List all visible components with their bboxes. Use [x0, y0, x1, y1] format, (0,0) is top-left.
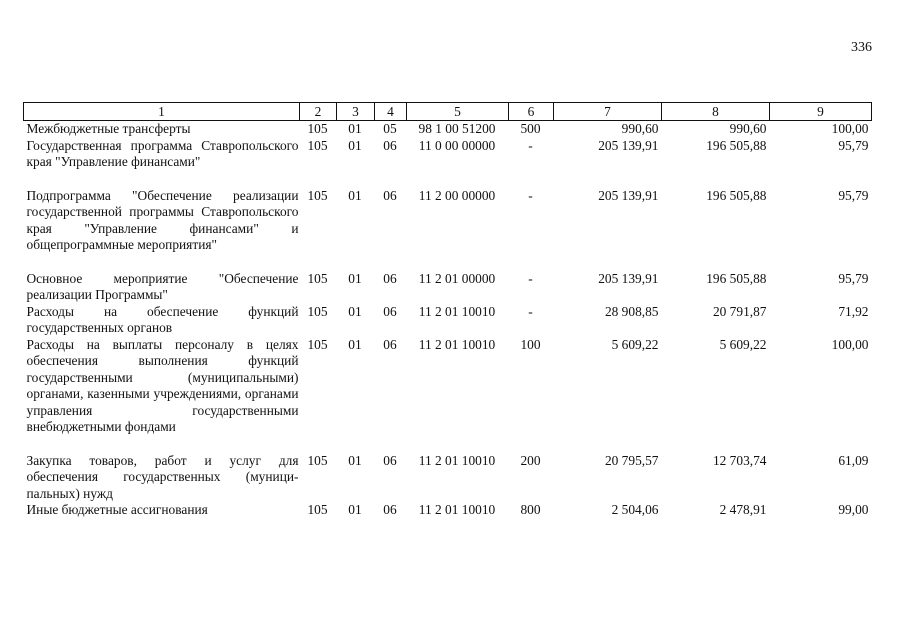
header-col-7: 7 [554, 103, 662, 121]
row-percent: 95,79 [838, 270, 869, 286]
header-col-8: 8 [662, 103, 770, 121]
row-target-code: 11 0 00 00000 [418, 137, 496, 153]
row-subsection-code: 06 [383, 137, 397, 153]
row-target-code: 11 2 01 10010 [418, 303, 496, 319]
table-row [24, 121, 872, 138]
row-subsection-code: 06 [383, 452, 397, 468]
row-section-code: 01 [348, 336, 362, 352]
row-section-code: 01 [348, 303, 362, 319]
row-plan-amount: 2 504,06 [611, 502, 659, 517]
row-percent: 99,00 [838, 502, 869, 517]
row-name: Основное мероприятие "Обеспечение реализации Программы" [26, 270, 299, 302]
row-ministry-code: 105 [307, 121, 328, 136]
row-expense-type: 100 [520, 336, 541, 352]
row-ministry-code: 105 [307, 452, 328, 468]
row-name: Подпрограмма "Обеспечение реализации государственной программы Ставропольского края "Управление финансами" и общепрограммные мероприятия" [26, 187, 299, 252]
row-name: Иные бюджетные ассигнования [26, 502, 208, 517]
row-ministry-code: 105 [307, 137, 328, 153]
row-percent: 100,00 [831, 121, 869, 136]
row-actual-amount: 12 703,74 [712, 452, 767, 468]
budget-table [23, 102, 872, 519]
table-body [24, 121, 872, 519]
row-expense-type: 200 [520, 452, 541, 468]
row-percent: 95,79 [838, 187, 869, 203]
row-name: Расходы на обеспечение функций государственных органов [26, 303, 299, 335]
table-row [24, 453, 872, 503]
header-col-3: 3 [337, 103, 375, 121]
row-name: Расходы на выплаты персоналу в целях обеспечения выполнения функций государственными (муниципальными) органами, казенными учреждениями, органами управления государственными внебюджетными фондами [26, 336, 299, 434]
header-row [24, 103, 872, 121]
row-subsection-code: 06 [383, 502, 397, 517]
page-number: 336 [851, 40, 872, 55]
row-plan-amount: 990,60 [621, 121, 659, 136]
row-section-code: 01 [348, 137, 362, 153]
row-target-code: 11 2 01 00000 [418, 270, 496, 286]
row-percent: 61,09 [838, 452, 869, 468]
row-section-code: 01 [348, 270, 362, 286]
table-row [24, 188, 872, 271]
row-target-code: 11 2 00 00000 [418, 187, 496, 203]
row-plan-amount: 20 795,57 [604, 452, 659, 468]
row-ministry-code: 105 [307, 303, 328, 319]
row-expense-type: - [528, 137, 533, 153]
header-col-6: 6 [509, 103, 554, 121]
row-percent: 95,79 [838, 137, 869, 153]
row-subsection-code: 05 [383, 121, 397, 136]
table-row [24, 502, 872, 519]
row-actual-amount: 196 505,88 [706, 270, 767, 286]
row-actual-amount: 5 609,22 [719, 336, 767, 352]
row-subsection-code: 06 [383, 336, 397, 352]
header-col-4: 4 [375, 103, 407, 121]
header-col-5: 5 [407, 103, 509, 121]
header-col-2: 2 [300, 103, 337, 121]
row-actual-amount: 990,60 [729, 121, 767, 136]
row-target-code: 11 2 01 10010 [418, 336, 496, 352]
row-section-code: 01 [348, 187, 362, 203]
row-ministry-code: 105 [307, 336, 328, 352]
header-col-9: 9 [770, 103, 872, 121]
row-actual-amount: 20 791,87 [712, 303, 767, 319]
table-row [24, 271, 872, 304]
table-header [24, 103, 872, 121]
row-actual-amount: 196 505,88 [706, 137, 767, 153]
row-name: Государственная программа Ставропольского края "Управление финансами" [26, 137, 299, 169]
row-ministry-code: 105 [307, 502, 328, 517]
row-plan-amount: 205 139,91 [598, 187, 659, 203]
row-actual-amount: 2 478,91 [719, 502, 767, 517]
row-subsection-code: 06 [383, 187, 397, 203]
row-section-code: 01 [348, 502, 362, 517]
row-expense-type: - [528, 303, 533, 319]
row-ministry-code: 105 [307, 270, 328, 286]
table-row [24, 138, 872, 188]
row-section-code: 01 [348, 452, 362, 468]
table-row [24, 337, 872, 453]
header-col-1: 1 [24, 103, 300, 121]
row-percent: 71,92 [838, 303, 869, 319]
table-row [24, 304, 872, 337]
row-percent: 100,00 [831, 336, 869, 352]
row-plan-amount: 28 908,85 [604, 303, 659, 319]
row-expense-type: - [528, 270, 533, 286]
row-target-code: 11 2 01 10010 [418, 502, 496, 517]
row-target-code: 98 1 00 51200 [418, 121, 496, 136]
row-section-code: 01 [348, 121, 362, 136]
row-expense-type: 800 [520, 502, 541, 517]
row-subsection-code: 06 [383, 270, 397, 286]
row-plan-amount: 5 609,22 [611, 336, 659, 352]
row-actual-amount: 196 505,88 [706, 187, 767, 203]
row-expense-type: - [528, 187, 533, 203]
row-subsection-code: 06 [383, 303, 397, 319]
row-ministry-code: 105 [307, 187, 328, 203]
row-plan-amount: 205 139,91 [598, 270, 659, 286]
row-plan-amount: 205 139,91 [598, 137, 659, 153]
row-target-code: 11 2 01 10010 [418, 452, 496, 468]
row-expense-type: 500 [520, 121, 541, 136]
row-name: Межбюджетные трансферты [26, 121, 191, 136]
row-name: Закупка товаров, работ и услуг для обеспечения государственных (муниципальных) нужд [26, 452, 299, 501]
